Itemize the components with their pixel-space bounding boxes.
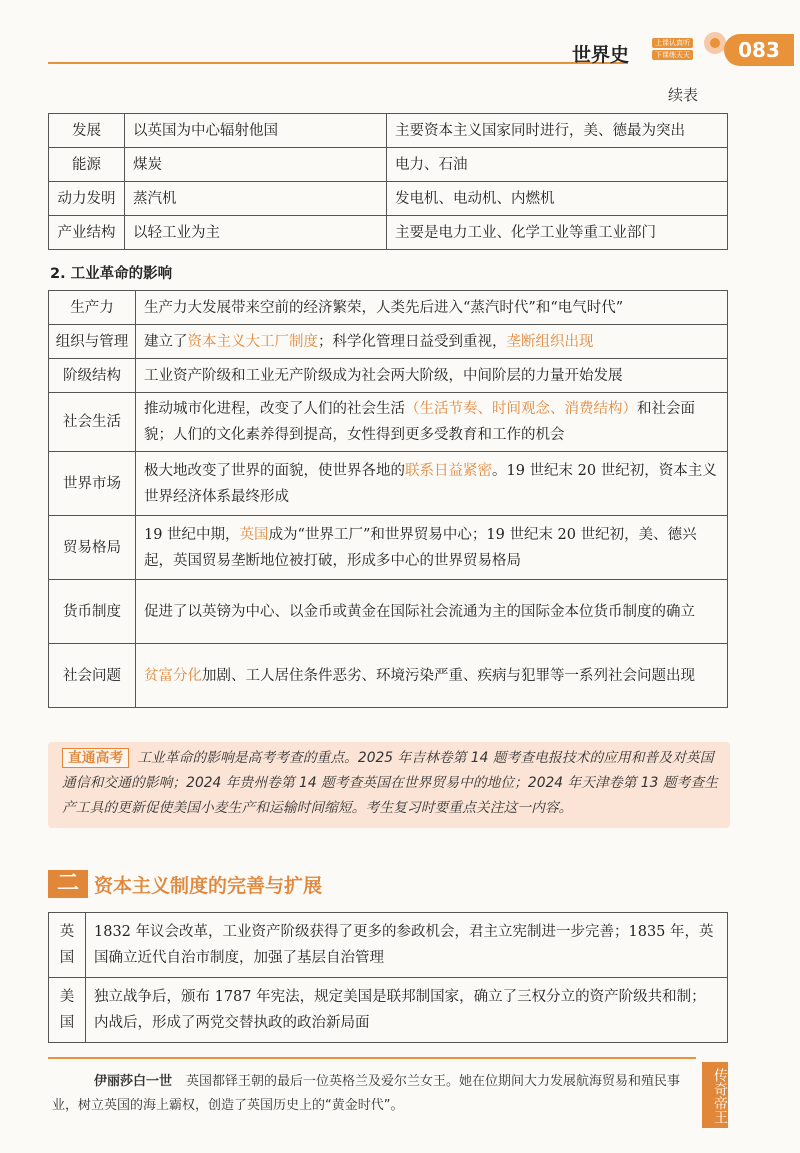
table-row — [49, 359, 728, 393]
cell-second-revolution: 主要资本主义国家同时进行，美、德最为突出 — [387, 114, 728, 148]
highlight-text: 贫富分化 — [144, 667, 202, 684]
side-tag: 传奇帝王 — [702, 1062, 728, 1128]
row-label: 社会生活 — [49, 393, 136, 452]
row-label: 生产力 — [49, 291, 136, 325]
footer-text: 英国都铎王朝的最后一位英格兰及爱尔兰女王。她在位期间大力发展航海贸易和殖民事业，树立英国的海上霸权，创造了英国历史上的“黄金时代”。 — [52, 1074, 681, 1113]
table-row — [49, 516, 728, 580]
table-row — [49, 216, 728, 250]
text-span: 加剧、工人居住条件恶劣、环境污染严重、疾病与犯罪等一系列社会问题出现 — [202, 667, 695, 684]
table-row — [49, 580, 728, 644]
text-span: 生产力大发展带来空前的经济繁荣，人类先后进入“蒸汽时代”和“电气时代” — [144, 299, 624, 316]
row-label: 组织与管理 — [49, 325, 136, 359]
row-label: 美国 — [49, 978, 86, 1043]
row-content — [136, 452, 728, 516]
header-tag-top: 上课认真听 — [652, 38, 693, 48]
impact-table — [48, 290, 728, 708]
text-span: 成为“世界工厂”和世界贸易中心；19 世纪末 20 世纪初，美、德兴起，英国贸易垄断地位被打破，形成多中心的世界贸易格局 — [144, 526, 697, 569]
table-row — [49, 114, 728, 148]
row-content — [136, 393, 728, 452]
highlight-text: 垄断组织出现 — [506, 333, 594, 350]
footer-name: 伊丽莎白一世 — [94, 1074, 173, 1089]
table-row — [49, 452, 728, 516]
row-label: 发展 — [49, 114, 125, 148]
row-label: 阶级结构 — [49, 359, 136, 393]
row-content: 独立战争后，颁布 1787 年宪法，规定美国是联邦制国家，确立了三权分立的资产阶级共和制；内战后，形成了两党交替执政的政治新局面 — [86, 978, 728, 1043]
table-row — [49, 148, 728, 182]
text-span: 工业资产阶级和工业无产阶级成为社会两大阶级，中间阶层的力量开始发展 — [144, 367, 623, 384]
table-row — [49, 182, 728, 216]
cell-first-revolution: 以英国为中心辐射他国 — [125, 114, 387, 148]
text-span: 。19 世纪末 20 世纪初，资本主义世界经济体系最终形成 — [144, 462, 717, 505]
row-label: 世界市场 — [49, 452, 136, 516]
row-content — [136, 580, 728, 644]
row-label: 社会问题 — [49, 644, 136, 708]
exam-note-body: 工业革命的影响是高考考查的重点。2025 年吉林卷第 14 题考查电报技术的应用和普及对英国通信和交通的影响；2024 年贵州卷第 14 题考查英国在世界贸易中的地位；2024 年天津卷第 13 题考查生产工具的更新促使美国小麦生产和运输时间缩短。考生复习时要重点关注这一内容。 — [62, 750, 718, 816]
exam-note-tag: 直通高考 — [62, 748, 129, 768]
row-content — [136, 359, 728, 393]
exam-note-text — [62, 746, 718, 821]
table-row — [49, 913, 728, 978]
section-title: 资本主义制度的完善与扩展 — [94, 875, 323, 897]
row-label: 产业结构 — [49, 216, 125, 250]
header-tags — [652, 38, 693, 62]
table-row — [49, 393, 728, 452]
footer-note — [52, 1070, 692, 1118]
capitalism-table — [48, 912, 728, 1043]
section-header-capitalism — [48, 870, 728, 900]
text-span: 19 世纪中期， — [144, 526, 240, 543]
row-content — [136, 516, 728, 580]
text-span: 促进了以英镑为中心、以金币或黄金在国际社会流通为主的国际金本位货币制度的确立 — [144, 603, 695, 620]
footer-rule — [48, 1057, 696, 1059]
row-label: 英国 — [49, 913, 86, 978]
cell-first-revolution: 以轻工业为主 — [125, 216, 387, 250]
table-row — [49, 291, 728, 325]
row-label: 贸易格局 — [49, 516, 136, 580]
section-heading-impact: 2. 工业革命的影响 — [50, 266, 173, 282]
row-content — [136, 644, 728, 708]
cell-first-revolution: 蒸汽机 — [125, 182, 387, 216]
row-content — [136, 291, 728, 325]
cell-second-revolution: 主要是电力工业、化学工业等重工业部门 — [387, 216, 728, 250]
cell-second-revolution: 电力、石油 — [387, 148, 728, 182]
text-span: 建立了 — [144, 333, 188, 350]
row-label: 能源 — [49, 148, 125, 182]
header-subject: 世界史 — [572, 44, 630, 66]
highlight-text: 联系日益紧密 — [405, 462, 492, 479]
text-span: ；科学化管理日益受到重视， — [318, 333, 507, 350]
cell-first-revolution: 煤炭 — [125, 148, 387, 182]
text-span: 极大地改变了世界的面貌，使世界各地的 — [144, 462, 405, 479]
highlight-text: 资本主义大工厂制度 — [187, 333, 318, 350]
comparison-table — [48, 113, 728, 250]
section-number: 二 — [48, 870, 88, 898]
row-label: 货币制度 — [49, 580, 136, 644]
page-number: 083 — [724, 34, 794, 66]
continued-label: 续表 — [668, 86, 699, 104]
exam-note-box — [48, 742, 730, 828]
row-content: 1832 年议会改革，工业资产阶级获得了更多的参政机会，君主立宪制进一步完善；1835 年，英国确立近代自治市制度，加强了基层自治管理 — [86, 913, 728, 978]
table-row — [49, 325, 728, 359]
text-span: 和社会面貌；人们的文化素养得到提高，女性得到更多受教育和工作的机会 — [144, 401, 695, 443]
table-row — [49, 644, 728, 708]
text-span: 推动城市化进程，改变了人们的社会生活 — [144, 401, 405, 417]
row-content — [136, 325, 728, 359]
highlight-text: （生活节奏、时间观念、消费结构） — [405, 401, 637, 417]
row-label: 动力发明 — [49, 182, 125, 216]
highlight-text: 英国 — [239, 526, 269, 543]
header-rule — [48, 62, 628, 64]
header-tag-bottom: 下课练天天 — [652, 50, 693, 60]
table-row — [49, 978, 728, 1043]
cell-second-revolution: 发电机、电动机、内燃机 — [387, 182, 728, 216]
